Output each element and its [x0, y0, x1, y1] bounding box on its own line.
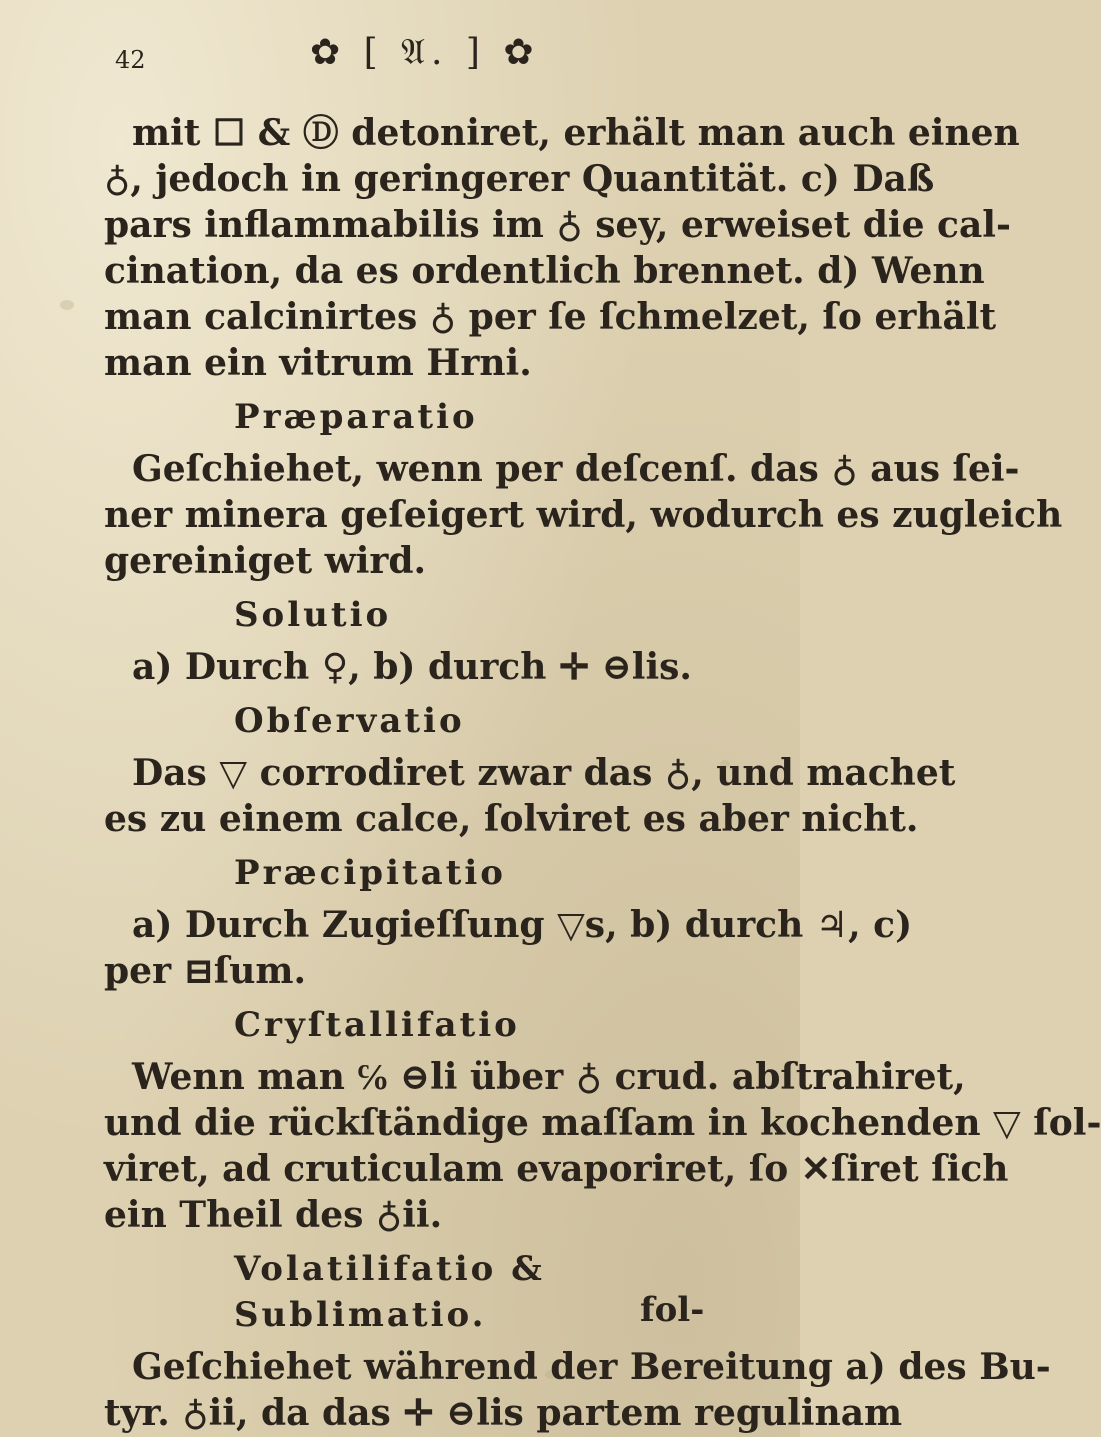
page-header: [0, 22, 800, 82]
text-line: a) Durch Zugieſſung ▽s, b) durch ♃, c): [132, 904, 913, 946]
text-line: mit ☐ & Ⓓ detoniret, erhält man auch einen: [132, 112, 1020, 154]
section-heading: Obſervatio: [234, 701, 465, 741]
text-line: cination, da es ordentlich brennet. d) Wenn: [104, 250, 985, 292]
text-line: Geſchiehet während der Bereitung a) des Bu-: [132, 1346, 1051, 1388]
text-line: pars inflammabilis im ♁ sey, erweiset die cal-: [104, 204, 1011, 246]
text-line: viret, ad cruticulam evaporiret, ſo ✕ſiret ſich: [104, 1148, 1009, 1190]
text-line: Geſchiehet, wenn per deſcenſ. das ♁ aus ſei-: [132, 448, 1020, 490]
section-heading: Præcipitatio: [234, 853, 506, 893]
body-text: [104, 110, 1101, 1436]
paper-stain: [60, 300, 74, 310]
text-line: und die rückſtändige maſſam in kochenden ▽ ſol-: [104, 1102, 1101, 1144]
text-line: ein Theil des ♁ii.: [104, 1194, 443, 1236]
page-number: 42: [115, 46, 146, 74]
text-line: Das ▽ corrodiret zwar das ♁, und machet: [132, 752, 956, 794]
section-heading: Præparatio: [234, 397, 478, 437]
text-line: es zu einem calce, ſolviret es aber nicht.: [104, 798, 919, 840]
text-line: gereiniget wird.: [104, 540, 427, 582]
text-line: Wenn man ℅ ⊖li über ♁ crud. abſtrahiret,: [132, 1056, 966, 1098]
section-heading: Solutio: [234, 595, 392, 635]
text-line: man ein vitrum Hrni.: [104, 342, 532, 384]
text-line: ner minera geſeigert wird, wodurch es zugleich: [104, 494, 1063, 536]
section-heading: Cryſtallifatio: [234, 1005, 520, 1045]
text-line: man calcinirtes ♁ per ſe ſchmelzet, ſo erhält: [104, 296, 997, 338]
text-line: tyr. ♁ii, da das ✛ ⊖lis partem regulinam: [104, 1392, 903, 1434]
section-heading: Volatilifatio & Sublimatio.: [234, 1249, 545, 1335]
text-line: per ⊟ſum.: [104, 950, 307, 992]
text-line: a) Durch ♀, b) durch ✛ ⊖lis.: [132, 646, 692, 688]
catchword: fol-: [640, 1290, 705, 1330]
signature-mark: ✿ [ 𝔄. ] ✿: [310, 32, 540, 73]
text-line: ♁, jedoch in geringerer Quantität. c) Daß: [104, 158, 935, 200]
